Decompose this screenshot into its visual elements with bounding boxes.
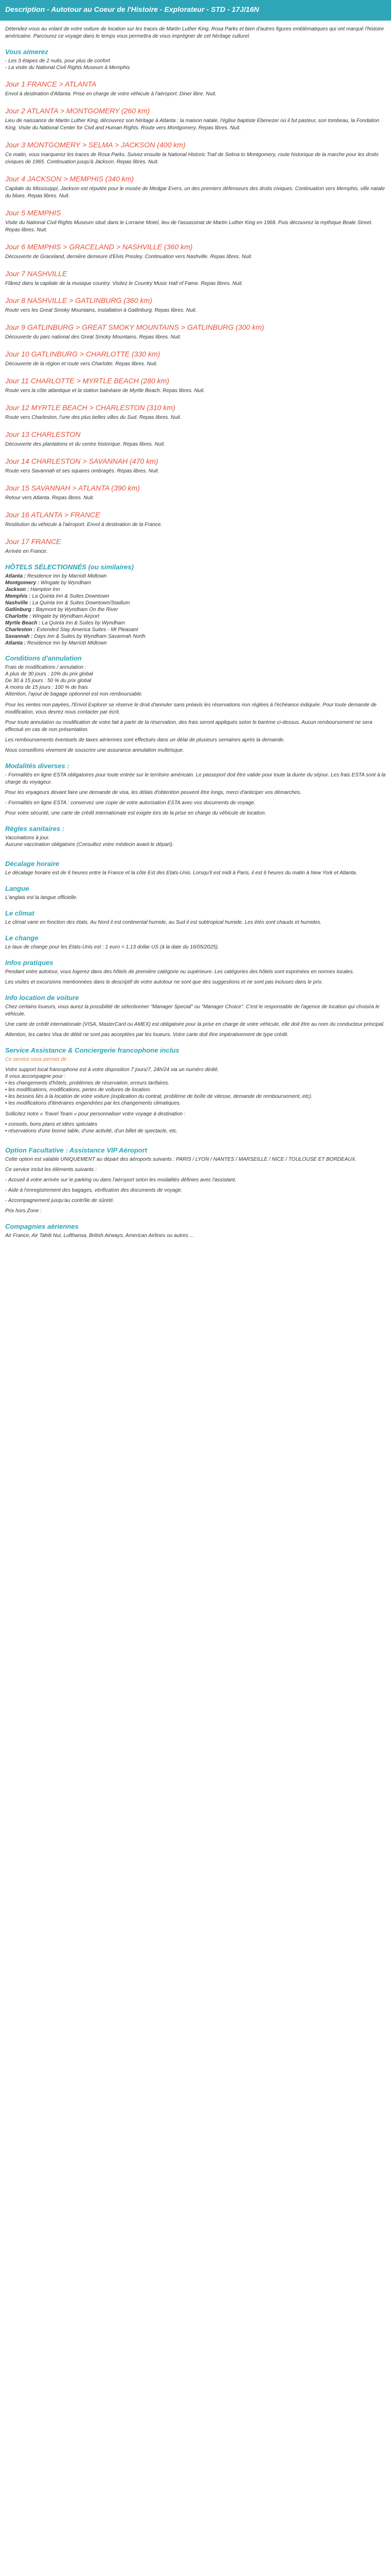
spacer xyxy=(5,1107,386,1111)
conditions-paragraph: Pour toute annulation ou modification de votre fait à partir de la réservation, des frais seront appliqués selon le barème ci-dessus. Aucun remboursement ne sera effectué en cas de non présentation. xyxy=(5,720,372,733)
assistance-line: Il vous accompagne pour : xyxy=(5,1074,66,1079)
assistance-line: Votre support local francophone est à votre disposition 7 jours/7, 24h/24 via un numéro dédié. xyxy=(5,1067,219,1073)
inclus-item: - La visite du National Civil Rights Museum à Memphis xyxy=(5,65,130,71)
pratiques-paragraphs xyxy=(5,969,386,986)
day-title: Jour 10 GATLINBURG > CHARLOTTE (330 km) xyxy=(5,350,160,358)
hotel-name: Hampton Inn xyxy=(30,587,60,592)
day-title: Jour 11 CHARLOTTE > MYRTLE BEACH (280 km) xyxy=(5,377,170,385)
assistance-closing-line: • conseils, bons plans et idées spéciales xyxy=(5,1122,97,1127)
day-description: Route vers Savannah et ses squares ombragés. Repas libres. Nuit. xyxy=(5,468,159,474)
regles-title: Règles sanitaires : xyxy=(5,825,64,833)
decalage-title: Décalage horaire xyxy=(5,860,59,868)
day-description: Arrivée en France. xyxy=(5,549,48,554)
conditions-line: Frais de modifications / annulation : xyxy=(5,665,87,670)
day-block xyxy=(5,79,386,98)
hotel-city: Gatlinburg : xyxy=(5,607,35,613)
itinerary-days xyxy=(5,79,386,555)
day-block xyxy=(5,403,386,421)
day-block xyxy=(5,296,386,314)
page-header xyxy=(0,0,391,21)
hotel-row xyxy=(5,606,386,613)
conditions-paragraphs xyxy=(5,702,386,754)
day-description: Restitution du véhicule à l'aéroport. Envol à destination de la France. xyxy=(5,522,162,528)
change-title: Le change xyxy=(5,934,39,942)
assistance-title: Service Assistance & Conciergerie francophone inclus xyxy=(5,1046,180,1054)
assistance-line: • les besoins liés à la location de votre voiture (explication du contrat, problème de boîte de vitesse, demande de remboursement, etc). xyxy=(5,1094,313,1099)
hotel-name: La Quinta Inn & Suites by Wyndham xyxy=(42,620,125,626)
day-block xyxy=(5,376,386,395)
option-paragraph: - Accompagnement jusqu'au contrôle de sûreté. xyxy=(5,1198,115,1204)
hotels-list xyxy=(5,573,386,647)
climat-title: Le climat xyxy=(5,909,35,917)
day-description: Ce matin, vous marquerez les traces de Rosa Parks. Suivez ensuite la National Historic Trail de Selma to Montgomery, route historique de la marche pour les droits civiques de 1965. Continuation jusqu'à Jackson. Repas libres. Nuit. xyxy=(5,152,379,165)
option-paragraph: Prix hors Zone : xyxy=(5,1208,42,1214)
langue-title: Langue xyxy=(5,885,29,892)
conditions-line: De 30 à 15 jours : 50 % du prix global xyxy=(5,678,91,684)
option-paragraphs xyxy=(5,1156,386,1215)
hotel-city: Memphis : xyxy=(5,594,31,599)
spacer xyxy=(5,698,386,702)
hotel-name: Wingate by Wyndham xyxy=(40,580,91,586)
hotel-row xyxy=(5,573,386,580)
day-description: Découverte de la région et route vers Charlotte. Repas libres. Nuit. xyxy=(5,361,158,367)
day-title: Jour 14 CHARLESTON > SAVANNAH (470 km) xyxy=(5,457,158,465)
hotel-row xyxy=(5,626,386,633)
assistance-line: • les modifications, modifications, pertes de voitures de location. xyxy=(5,1087,152,1093)
hotel-city: Charlotte : xyxy=(5,614,31,619)
day-title: Jour 9 GATLINBURG > GREAT SMOKY MOUNTAINS > GATLINBURG (300 km) xyxy=(5,323,265,331)
hotel-city: Nashville : xyxy=(5,600,31,606)
day-description: Découverte des plantations et du centre historique. Repas libres. Nuit. xyxy=(5,442,166,447)
assistance-closing-lines xyxy=(5,1121,386,1139)
hotel-row xyxy=(5,600,386,606)
assistance-subtitle: Ce service vous permet de : xyxy=(5,1057,70,1062)
hotel-name: La Quinta Inn & Suites Downtown/Stadium xyxy=(32,600,130,606)
hotel-name: Wingate by Wyndham Airport xyxy=(32,614,100,619)
day-description: Retour vers Atlanta. Repas libres. Nuit. xyxy=(5,495,94,501)
inclus-list xyxy=(5,58,386,71)
document-content xyxy=(0,21,391,1263)
decalage-text: Le décalage horaire est de 6 heures entre la France et la côte Est des Etats-Unis. Lorsqu'il est midi à Paris, il est 6 heures du matin à New York et Atlanta. xyxy=(5,870,357,876)
assistance-line: • les changements d'hôtels, problèmes de réservation, erreurs tarifaires. xyxy=(5,1080,170,1086)
pratiques-paragraph: Pendant votre autotour, vous logerez dans des hôtels de première catégorie ou supérieure. Les catégories des hôtels sont exprimées en normes locales. xyxy=(5,969,354,975)
hotel-row xyxy=(5,633,386,640)
intro-text: Détendez-vous au volant de votre voiture de location sur les traces de Martin Luther King, Rosa Parks et bien d'autres figures emblématiques qui ont marqué l'histoire américaine. Parcourez ce voyage dans le temps vous permettra de vous imprégner de cet héritage culturel. xyxy=(5,26,384,39)
day-description: Lieu de naissance de Martin Luther King, découvrez son héritage à Atlanta : la maison natale, l'église baptiste Ebenezer où il fut pasteur, son tombeau, la Fondation King. Visite du National Center for Civil and Human Rights. Route vers Montgomery. Repas libres. Nuit. xyxy=(5,118,380,131)
regles-lines xyxy=(5,835,386,852)
day-block xyxy=(5,208,386,234)
assistance-closing-line: • réservations d'une bonne table, d'une activité, d'un billet de spectacle, etc. xyxy=(5,1128,178,1134)
day-title: Jour 17 FRANCE xyxy=(5,537,61,546)
regles-line: Vaccinations à jour. xyxy=(5,835,50,841)
details-paragraph: Pour votre sécurité, une carte de crédit internationale est exigée lors de la prise en charge du véhicule de location. xyxy=(5,810,266,816)
location-title: Info location de voiture xyxy=(5,994,79,1002)
day-block xyxy=(5,537,386,555)
day-description: Découverte du parc national des Great Smoky Mountains. Repas libres. Nuit. xyxy=(5,334,182,340)
hotel-row xyxy=(5,620,386,626)
day-block xyxy=(5,106,386,132)
details-paragraphs xyxy=(5,772,386,817)
conditions-line: A plus de 30 jours : 10% du prix global xyxy=(5,671,93,677)
option-paragraph: Cette option est valable UNIQUEMENT au départ des aéroports suivants : PARIS / LYON / NANTES / MARSEILLE / NICE / TOULOUSE ET BORDEAUX. xyxy=(5,1157,357,1162)
change-text: Le taux de change pour les Etats-Unis est : 1 euro = 1,13 dollar US (à la date du 16/05/2025). xyxy=(5,944,219,950)
day-block xyxy=(5,174,386,200)
details-paragraph: Pour les voyageurs devant faire une demande de visa, les délais d'obtention peuvent être longs, merci d'anticiper vos démarches. xyxy=(5,790,302,795)
day-block xyxy=(5,483,386,502)
hotel-city: Charleston : xyxy=(5,627,36,633)
conditions-line: A moins de 15 jours : 100 % de frais xyxy=(5,685,88,690)
hotel-city: Savannah : xyxy=(5,634,33,639)
page-title: Description - Autotour au Coeur de l'Histoire - Explorateur - STD - 17J/16N xyxy=(5,5,259,13)
pratiques-paragraph: Les visites et excursions mentionnées dans le descriptif de votre autotour ne sont que des suggestions et ne sont pas incluses dans le prix. xyxy=(5,979,323,985)
conditions-paragraph: Nous conseillons vivement de souscrire une assurance annulation multirisque. xyxy=(5,748,184,753)
day-description: Route vers Charleston, l'une des plus belles villes du Sud. Repas libres. Nuit. xyxy=(5,415,182,420)
day-block xyxy=(5,269,386,287)
location-paragraph: Chez certains loueurs, vous aurez la possibilité de sélectionner "Manager Special" ou "Manager Choice". C'est le responsable de l'agence de location qui choisira le véhicule. xyxy=(5,1004,380,1017)
spacer xyxy=(5,1134,386,1139)
location-paragraph: Une carte de crédit internationale (VISA, MasterCard ou AMEX) est obligatoire pour la prise en charge de votre véhicule, elle doit être au nom du conducteur principal. xyxy=(5,1022,385,1027)
hotel-name: Extended Stay America Suites - Mt Pleasant xyxy=(37,627,138,633)
location-paragraph: Attention, les cartes Visa de débit ne sont pas acceptées par les loueurs. Votre carte doit être impérativement de type crédit. xyxy=(5,1032,289,1038)
day-title: Jour 5 MEMPHIS xyxy=(5,209,61,217)
hotel-name: Days Inn & Suites by Wyndham Savannah North xyxy=(34,634,145,639)
day-block xyxy=(5,430,386,448)
conditions-line: Attention, l'ajout de bagage optionnel est non remboursable. xyxy=(5,691,143,697)
details-paragraph: - Formalités en ligne ESTA obligatoires pour toute entrée sur le territoire américain. Le passeport doit être valide pour toute la durée du séjour. Les frais ESTA sont à la charge du voyageur. xyxy=(5,772,386,785)
spacer xyxy=(5,848,386,852)
assistance-closing: Sollicitez notre « Travel Team » pour personnaliser votre voyage à destination : xyxy=(5,1111,186,1117)
day-block xyxy=(5,456,386,475)
day-title: Jour 4 JACKSON > MEMPHIS (340 km) xyxy=(5,175,134,183)
hotel-row xyxy=(5,593,386,600)
day-title: Jour 8 NASHVILLE > GATLINBURG (360 km) xyxy=(5,296,152,304)
hotels-title: HÔTELS SÉLECTIONNÉS (ou similaires) xyxy=(5,563,134,571)
day-description: Envol à destination d'Atlanta. Prise en charge de votre véhicule à l'aéroport. Diner libre. Nuit. xyxy=(5,91,217,97)
day-description: Visite du National Civil Rights Museum situé dans le Lorraine Motel, lieu de l'assassinat de Martin Luther King en 1968. Puis découvrez la mythique Beale Street. Repas libres. Nuit. xyxy=(5,220,373,233)
hotel-name: Baymont by Wyndham On the River xyxy=(36,607,118,613)
hotel-row xyxy=(5,640,386,647)
day-description: Capitale du Mississippi, Jackson est réputée pour le musée de Medgar Evers, un des premiers défenseurs des droits civiques. Continuation vers Memphis, ville natale du blues. Repas libres. Nuit. xyxy=(5,186,385,199)
day-description: Flânez dans la capitale de la musique country. Visitez le Country Music Hall of Fame. Repas libres. Nuit. xyxy=(5,281,243,286)
assistance-lines xyxy=(5,1066,386,1111)
day-block xyxy=(5,140,386,166)
option-paragraph: - Accueil à votre arrivée sur le parking ou dans l'aéroport selon les modalités définies avec l'assistant. xyxy=(5,1177,237,1183)
day-title: Jour 12 MYRTLE BEACH > CHARLESTON (310 km) xyxy=(5,403,175,412)
day-title: Jour 6 MEMPHIS > GRACELAND > NASHVILLE (360 km) xyxy=(5,243,193,251)
hotel-name: La Quinta Inn & Suites Downtown xyxy=(32,594,109,599)
details-title: Modalités diverses : xyxy=(5,762,70,770)
day-description: Route vers la côte atlantique et la station balnéaire de Myrtle Beach. Repas libres. Nuit. xyxy=(5,388,205,394)
day-title: Jour 7 NASHVILLE xyxy=(5,269,67,278)
pratiques-title: Infos pratiques xyxy=(5,959,54,967)
inclus-title: Vous aimerez xyxy=(5,48,48,56)
option-paragraph: - Aide à l'enregistrement des bagages, vérification des documents de voyage. xyxy=(5,1188,183,1193)
day-title: Jour 3 MONTGOMERY > SELMA > JACKSON (400 km) xyxy=(5,141,186,149)
option-paragraph: Ce service inclut les éléments suivants : xyxy=(5,1167,97,1173)
assistance-line: • les modifications d'itinéraires engendrées par les changements climatiques. xyxy=(5,1100,181,1106)
location-paragraphs xyxy=(5,1004,386,1039)
hotel-city: Atlanta : xyxy=(5,640,26,646)
day-title: Jour 13 CHARLESTON xyxy=(5,430,81,438)
document-page xyxy=(0,0,391,1263)
conditions-lines xyxy=(5,664,386,702)
conditions-paragraph: Les remboursements éventuels de taxes aériennes sont effectués dans un délai de plusieurs semaines après la demande. xyxy=(5,737,285,743)
compagnies-text: Air France, Air Tahiti Nui, Lufthansa, British Airways, American Airlines ou autres ... xyxy=(5,1233,194,1239)
hotel-name: Residence Inn by Marriott Midtown xyxy=(27,573,107,579)
day-title: Jour 1 FRANCE > ATLANTA xyxy=(5,80,96,88)
conditions-title: Conditions d'annulation xyxy=(5,654,82,662)
hotel-city: Myrtle Beach : xyxy=(5,620,41,626)
day-title: Jour 2 ATLANTA > MONTGOMERY (260 km) xyxy=(5,107,150,115)
day-block xyxy=(5,510,386,529)
conditions-paragraph: Pour les ventes non payées, l'Envol Explorer se réserve le droit d'annuler sans préavis les réservations non réglées à l'échéance indiquée. Pour toute demande de modification, vous devrez nous contacter par écrit. xyxy=(5,702,377,715)
day-block xyxy=(5,323,386,341)
climat-text: Le climat varie en fonction des états. Au Nord il est continental humide, au Sud il est subtropical humide. Les étés sont chauds et humides. xyxy=(5,920,322,925)
day-title: Jour 15 SAVANNAH > ATLANTA (390 km) xyxy=(5,484,140,492)
hotel-row xyxy=(5,580,386,586)
option-title: Option Facultative : Assistance VIP Aéroport xyxy=(5,1146,148,1154)
compagnies-title: Compagnies aériennes xyxy=(5,1223,79,1230)
day-description: Route vers les Great Smoky Mountains, installation à Gatlinburg. Repas libres. Nuit. xyxy=(5,308,197,313)
hotel-city: Jackson : xyxy=(5,587,29,592)
day-block xyxy=(5,242,386,261)
inclus-item: - Les 3 étapes de 2 nuits, pour plus de confort xyxy=(5,58,110,64)
details-paragraph: - Formalités en ligne ESTA : conservez une copie de votre autorisation ESTA avec vos documents de voyage. xyxy=(5,800,256,806)
hotel-name: Residence Inn by Marriott Midtown xyxy=(27,640,107,646)
hotel-city: Atlanta : xyxy=(5,573,26,579)
hotel-row xyxy=(5,613,386,620)
hotel-row xyxy=(5,586,386,593)
regles-line: Aucune vaccination obligatoire (Consultez votre médecin avant le départ). xyxy=(5,842,174,848)
langue-text: L'anglais est la langue officielle. xyxy=(5,895,78,901)
day-title: Jour 16 ATLANTA > FRANCE xyxy=(5,511,100,519)
hotel-city: Montgomery : xyxy=(5,580,40,586)
day-block xyxy=(5,349,386,368)
day-description: Découverte de Graceland, dernière demeure d'Elvis Presley. Continuation vers Nashville. Repas libres. Nuit. xyxy=(5,254,253,260)
